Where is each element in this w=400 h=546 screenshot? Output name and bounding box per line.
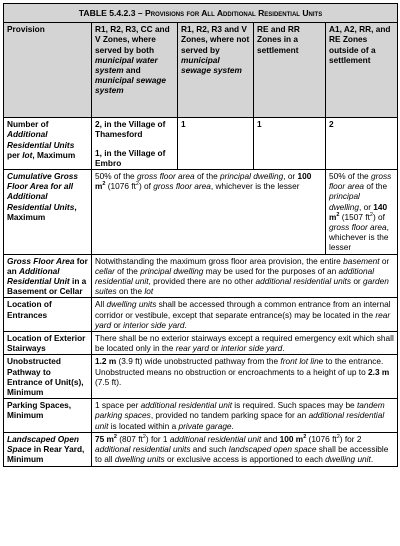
- open-space-row-label: Landscaped Open Space in Rear Yard, Minimum: [4, 432, 92, 466]
- table-title-rest: Provisions for All Additional Residential Units: [145, 8, 323, 18]
- table-title-prefix: TABLE 5.4.2.3 –: [78, 8, 146, 18]
- number-row-col1: [92, 118, 178, 170]
- stairways-row-label: Location of Exterior Stairways: [4, 332, 92, 355]
- pathway-row: [4, 355, 398, 399]
- number-row-label: Number of Additional Residential Units per lot, Maximum: [4, 118, 92, 170]
- number-row-col3: 1: [254, 118, 326, 170]
- cumulative-row-col4: 50% of the gross floor area of the principal dwelling, or 140 $m^2$ (1507 $ft^2$) of gross floor area, whichever is the lesser: [326, 170, 398, 255]
- header-row: [4, 23, 398, 118]
- number-embro: 1, in the Village of Embro: [95, 147, 166, 168]
- provisions-table-page: [3, 3, 397, 543]
- entrances-row: [4, 298, 398, 332]
- entrances-row-label: Location of Entrances: [4, 298, 92, 332]
- basement-row-label: Gross Floor Area for an Additional Residential Unit in a Basement or Cellar: [4, 254, 92, 298]
- stairways-row-text: There shall be no exterior stairways except a required emergency exit which shall be located only in the rear yard or interior side yard.: [92, 332, 398, 355]
- basement-row: [4, 254, 398, 298]
- header-provision: Provision: [4, 23, 92, 118]
- number-row-col4: 2: [326, 118, 398, 170]
- number-row: [4, 118, 398, 170]
- header-col4: A1, A2, RR, and RE Zones outside of a settlement: [326, 23, 398, 118]
- header-col2: R1, R2, R3 and V Zones, where not served by municipal sewage system: [178, 23, 254, 118]
- header-col3: RE and RR Zones in a settlement: [254, 23, 326, 118]
- provisions-table: [3, 3, 398, 467]
- table-title: [4, 4, 398, 23]
- cumulative-row: [4, 170, 398, 255]
- header-col1-text: R1, R2, R3, CC and V Zones, where served by both municipal water system and municipal sewage system: [95, 24, 170, 96]
- parking-row-text: 1 space per additional residential unit is required. Such spaces may be tandem parking spaces, provided no tandem parking space for an additional residential unit is located within a private garage.: [92, 399, 398, 433]
- number-row-col2: 1: [178, 118, 254, 170]
- cumulative-row-main: 50% of the gross floor area of the principal dwelling, or 100 $m^2$ (1076 $ft^2$) of gross floor area, whichever is the lesser: [92, 170, 326, 255]
- pathway-row-label: Unobstructed Pathway to Entrance of Unit(s), Minimum: [4, 355, 92, 399]
- open-space-row-text: 75 $m^2$ (807 $ft^2$) for 1 additional residential unit and 100 $m^2$ (1076 $ft^2$) for 2 additional residential units and such landscaped open space shall be accessible to all dwelling units or exclusive access is apportioned to each dwelling unit.: [92, 432, 398, 466]
- entrances-row-text: All dwelling units shall be accessed through a common entrance from an internal corridor or vestibule, except that separate entrance(s) may be located in the rear yard or interior side yard.: [92, 298, 398, 332]
- open-space-row: [4, 432, 398, 466]
- cumulative-row-label: Cumulative Gross Floor Area for all Additional Residential Units, Maximum: [4, 170, 92, 255]
- title-row: [4, 4, 398, 23]
- pathway-row-text: 1.2 m (3.9 ft) wide unobstructed pathway from the front lot line to the entrance. Unobstructed means no obstruction or encroachments to a height of up to 2.3 m (7.5 ft).: [92, 355, 398, 399]
- parking-row-label: Parking Spaces, Minimum: [4, 399, 92, 433]
- parking-row: [4, 399, 398, 433]
- stairways-row: [4, 332, 398, 355]
- basement-row-text: Notwithstanding the maximum gross floor area provision, the entire basement or cellar of the principal dwelling may be used for the purposes of an additional residential unit, provided there are no other additional residential units or garden suites on the lot: [92, 254, 398, 298]
- number-thamesford: 2, in the Village of Thamesford: [95, 119, 166, 140]
- header-col1: [92, 23, 178, 118]
